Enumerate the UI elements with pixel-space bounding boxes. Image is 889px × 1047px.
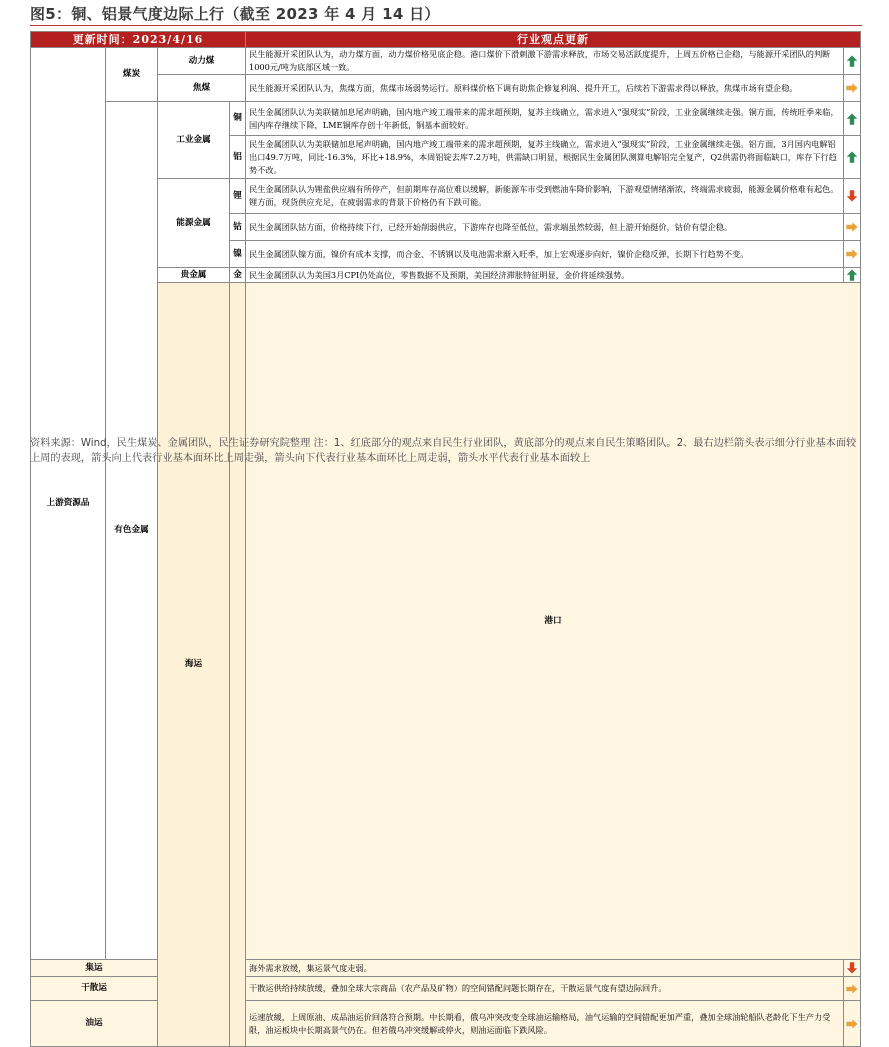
row-label: 集运 xyxy=(31,960,158,977)
table-header xyxy=(31,32,861,48)
trend-up-arrow-icon xyxy=(845,268,859,282)
trend-arrow-cell xyxy=(844,268,861,283)
industry-view-table xyxy=(30,31,861,1047)
trend-arrow-cell xyxy=(844,75,861,102)
trend-flat-arrow-icon xyxy=(845,81,859,95)
figure-title: 图5：铜、铝景气度边际上行（截至 2023 年 4 月 14 日） xyxy=(30,5,440,23)
trend-flat-arrow-icon xyxy=(845,982,859,996)
category-shipping: 海运 xyxy=(158,283,230,1047)
trend-flat-arrow-icon xyxy=(845,247,859,261)
category-upstream: 上游资源品 xyxy=(31,48,106,960)
row-view-text: 民生金属团队认为美联储加息尾声明确，国内地产竣工端带来的需求超预期，复苏主线确立，需求进入“强现实”阶段，工业金属继续走强。铝方面，3月国内电解铝出口49.7万吨，同比-16.3%，环比+18.9%，本周铝锭去库7.2万吨，供需缺口明显，根据民生金属团队测算电解铝完全复产，Q2供需仍将面临缺口，库存下行趋势不改。 xyxy=(246,136,844,179)
trend-down-arrow-icon xyxy=(845,961,859,975)
table-row xyxy=(31,102,861,136)
row-view-text: 民生金属团队认为美联储加息尾声明确，国内地产竣工端带来的需求超预期，复苏主线确立，需求进入“强现实”阶段，工业金属继续走强。铜方面，传统旺季来临，国内库存继续下降，LME铜库存创十年新低，铜基本面较好。 xyxy=(246,102,844,136)
source-footnote: 资料来源：Wind，民生煤炭、金属团队，民生证券研究院整理 注：1、红底部分的观点来自民生行业团队，黄底部分的观点来自民生策略团队。2、最右边栏箭头表示细分行业基本面较上周的表现，箭头向上代表行业基本面环比上周走强，箭头向下代表行业基本面环比上周走弱，箭头水平代表行业基本面较上 xyxy=(30,438,857,464)
trend-down-arrow-icon xyxy=(845,189,859,203)
trend-arrow-cell xyxy=(844,48,861,75)
category-coal: 煤炭 xyxy=(106,48,158,102)
row-label: 钴 xyxy=(230,214,246,241)
category-precious-metals: 贵金属 xyxy=(158,268,230,283)
row-label: 干散运 xyxy=(31,977,158,1001)
trend-arrow-cell xyxy=(844,241,861,268)
category-nonferrous: 有色金属 xyxy=(106,102,158,960)
trend-arrow-cell xyxy=(844,960,861,977)
row-label: 镍 xyxy=(230,241,246,268)
row-label: 焦煤 xyxy=(158,75,246,102)
trend-up-arrow-icon xyxy=(845,54,859,68)
row-view-text: 民生能源开采团队认为，焦煤方面，焦煤市场弱势运行。原料煤价格下调有助焦企修复利润、提升开工，后续若下游需求得以释放，焦煤市场有望企稳。 xyxy=(246,75,844,102)
trend-arrow-cell xyxy=(844,179,861,214)
row-label: 油运 xyxy=(31,1001,158,1047)
category-industrial-metals: 工业金属 xyxy=(158,102,230,179)
table-row xyxy=(31,960,861,977)
shipping-blank-cell xyxy=(230,283,246,1047)
trend-arrow-cell xyxy=(844,1001,861,1047)
table-row xyxy=(31,1001,861,1047)
row-label: 港口 xyxy=(246,283,861,960)
update-time: 更新时间：2023/4/16 xyxy=(31,32,246,48)
row-label: 动力煤 xyxy=(158,48,246,75)
row-label: 金 xyxy=(230,268,246,283)
row-view-text: 民生金属团队认为锂盐供应端有所停产，但前期库存高位难以缓解，新能源车市受到燃油车降价影响，下游观望情绪渐浓，终端需求疲弱，能源金属价格难有起色。锂方面，现货供应充足，在疲弱需求的背景下价格仍有下跌可能。 xyxy=(246,179,844,214)
trend-arrow-cell xyxy=(844,136,861,179)
trend-arrow-cell xyxy=(844,102,861,136)
table-row xyxy=(31,48,861,75)
column-view-header: 行业观点更新 xyxy=(246,32,861,48)
table-row xyxy=(31,977,861,1001)
trend-flat-arrow-icon xyxy=(845,1017,859,1031)
category-energy-metals: 能源金属 xyxy=(158,179,230,268)
title-divider xyxy=(30,25,862,26)
row-label: 铜 xyxy=(230,102,246,136)
row-label: 铝 xyxy=(230,136,246,179)
trend-up-arrow-icon xyxy=(845,112,859,126)
trend-arrow-cell xyxy=(844,977,861,1001)
row-view-text: 干散运供给持续放缓，叠加全球大宗商品（农产品及矿物）的空间错配问题长期存在，干散运景气度有望边际回升。 xyxy=(246,977,844,1001)
row-view-text: 运速放緩，上周原油、成品油运价回落符合预期。中长期看，俄乌冲突改变全球油运输格局，油气运输的空间错配更加严重，叠加全球油轮船队老龄化下生产力受限，油运板块中长期高景气仍在。但若俄乌冲突缓解或停火，则油运面临下跌风险。 xyxy=(246,1001,844,1047)
row-label: 锂 xyxy=(230,179,246,214)
row-view-text: 海外需求放缓，集运景气度走弱。 xyxy=(246,960,844,977)
trend-up-arrow-icon xyxy=(845,150,859,164)
row-view-text: 民生金属团队认为美国3月CPI仍处高位，零售数据不及预期，美国经济滞胀特征明显，金价将延续强势。 xyxy=(246,268,844,283)
row-view-text: 民生能源开采团队认为，动力煤方面，动力煤价格见底企稳。港口煤价下滑刺激下游需求释放，市场交易活跃度提升，上周五价格已企稳，与能源开采团队的判断1000元/吨为底部区域一致。 xyxy=(246,48,844,75)
row-view-text: 民生金属团队钴方面，价格持续下行，已经开始削弱供应，下游库存也降至低位，需求端虽然较弱，但上游开始挺价，钴价有望企稳。 xyxy=(246,214,844,241)
trend-flat-arrow-icon xyxy=(845,220,859,234)
trend-arrow-cell xyxy=(844,214,861,241)
row-view-text: 民生金属团队镍方面，镍价有成本支撑，而合金、不锈钢以及电池需求渐入旺季，加上宏观逐步向好，镍价企稳反弹，长期下行趋势不变。 xyxy=(246,241,844,268)
